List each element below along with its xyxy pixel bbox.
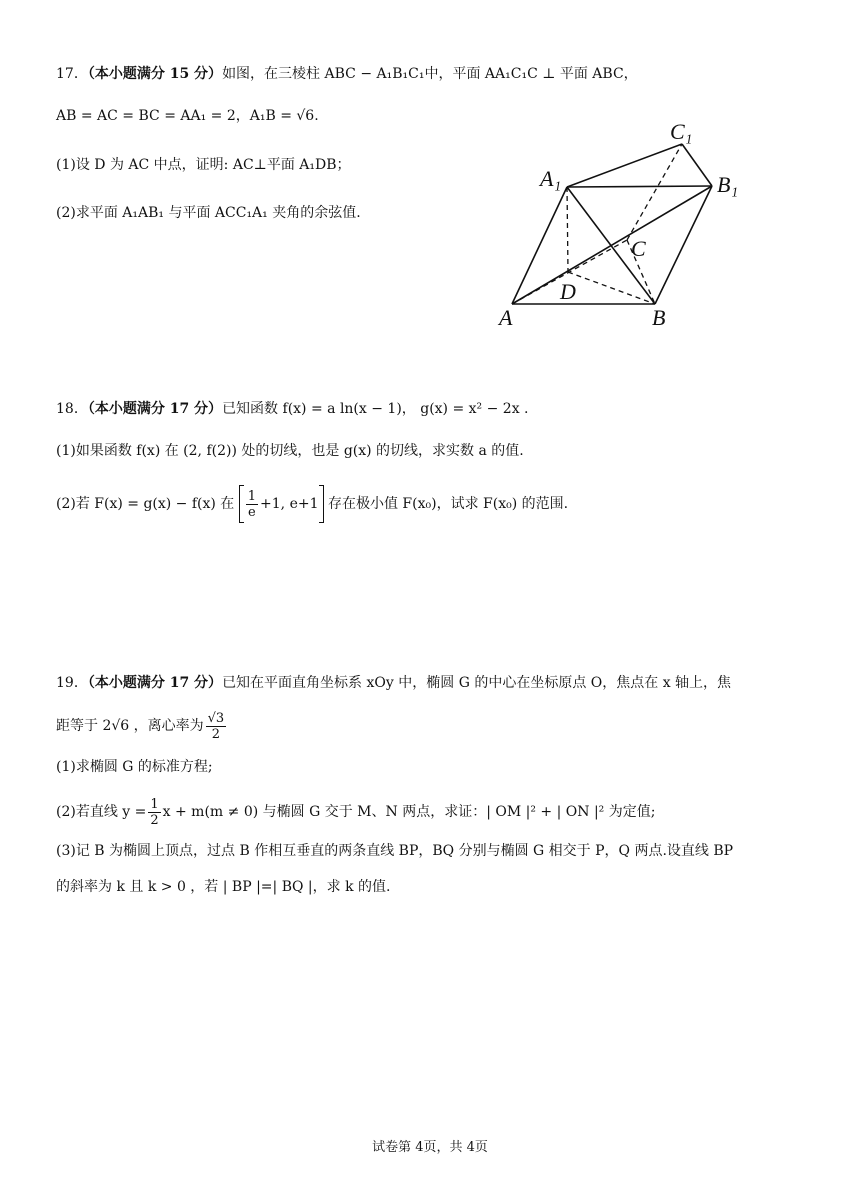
q19-eccentricity xyxy=(206,711,227,742)
edge-DB xyxy=(568,272,655,304)
q19-ecc-den: 2 xyxy=(211,726,221,742)
q18-fraction-den: e xyxy=(248,504,256,520)
q18-fraction xyxy=(246,489,258,520)
q18-part2-pre: (2)若 F(x) = g(x) − f(x) 在 xyxy=(56,496,235,512)
q18-interval-rest: +1, e+1 xyxy=(260,496,319,512)
label-B: B xyxy=(652,305,666,330)
q19-slope-den: 2 xyxy=(150,812,159,828)
edge-CC1 xyxy=(627,144,682,240)
q19-line2-pre: 距等于 2√6 ，离心率为 xyxy=(56,718,204,734)
page-footer: 试卷第 4页，共 4页 xyxy=(372,1140,488,1155)
q18-number: 18． xyxy=(56,401,88,417)
q17-stem: 如图，在三棱柱 ABC − A₁B₁C₁中，平面 AA₁C₁C ⊥ 平面 ABC， xyxy=(222,66,638,82)
left-bracket xyxy=(239,485,244,523)
q19-line1 xyxy=(56,673,731,693)
edge-C1B1 xyxy=(682,144,712,186)
q19-ecc-num: √3 xyxy=(207,710,225,726)
edge-A1C1 xyxy=(567,144,682,187)
q19-part1: (1)求椭圆 G 的标准方程; xyxy=(56,759,213,775)
q19-slope-fraction xyxy=(148,797,160,828)
q18-part1: (1)如果函数 f(x) 在 (2, f(2)) 处的切线，也是 g(x) 的切线，求实数 a 的值. xyxy=(56,443,524,459)
q17-part2: (2)求平面 A₁AB₁ 与平面 ACC₁A₁ 夹角的余弦值. xyxy=(56,205,361,221)
edge-AA1 xyxy=(512,187,567,304)
q19-slope-num: 1 xyxy=(150,796,159,812)
q18-stem: 已知函数 f(x) = a ln(x − 1)， g(x) = x² − 2x . xyxy=(222,401,529,417)
q19-stem: 已知在平面直角坐标系 xOy 中，椭圆 G 的中心在坐标原点 O，焦点在 x 轴上，焦 xyxy=(222,675,732,691)
q19-number: 19． xyxy=(56,675,88,691)
q17-score: （本小题满分 15 分） xyxy=(87,66,223,82)
right-bracket xyxy=(319,485,324,523)
q19-part2-pre: (2)若直线 y = xyxy=(56,804,147,820)
label-B1: B₁ xyxy=(717,172,739,197)
q18-line1 xyxy=(56,399,529,419)
q19-part3-line2: 的斜率为 k 且 k > 0 ，若 | BP |=| BQ |，求 k 的值. xyxy=(56,879,391,895)
q17-line1 xyxy=(56,64,638,84)
q19-line2 xyxy=(56,706,228,746)
label-A1: A₁ xyxy=(540,166,562,191)
q19-part2 xyxy=(56,792,655,832)
prism-figure xyxy=(490,112,760,337)
q18-part2-post: 存在极小值 F(x₀)，试求 F(x₀) 的范围. xyxy=(327,496,569,512)
edge-AB1 xyxy=(512,186,712,304)
q19-score: （本小题满分 17 分） xyxy=(87,675,223,691)
q19-part3-line1: (3)记 B 为椭圆上顶点，过点 B 作相互垂直的两条直线 BP，BQ 分别与椭圆 G 相交于 P，Q 两点.设直线 BP xyxy=(56,843,734,859)
q17-number: 17． xyxy=(56,66,88,82)
edge-A1B1 xyxy=(567,186,712,187)
label-A: A xyxy=(499,305,513,330)
q17-part1: (1)设 D 为 AC 中点，证明: AC⊥平面 A₁DB； xyxy=(56,157,351,173)
label-D: D xyxy=(560,279,576,304)
edge-A1D xyxy=(567,187,568,272)
q18-fraction-num: 1 xyxy=(247,488,257,504)
label-C1: C₁ xyxy=(670,119,693,144)
q17-line2: AB = AC = BC = AA₁ = 2，A₁B = √6. xyxy=(56,108,319,124)
q18-score: （本小题满分 17 分） xyxy=(87,401,223,417)
q18-part2 xyxy=(56,484,568,524)
q19-part2-post: x + m(m ≠ 0) 与椭圆 G 交于 M、N 两点，求证：| OM |² + | ON |² 为定值; xyxy=(162,804,656,820)
label-C: C xyxy=(631,236,646,261)
